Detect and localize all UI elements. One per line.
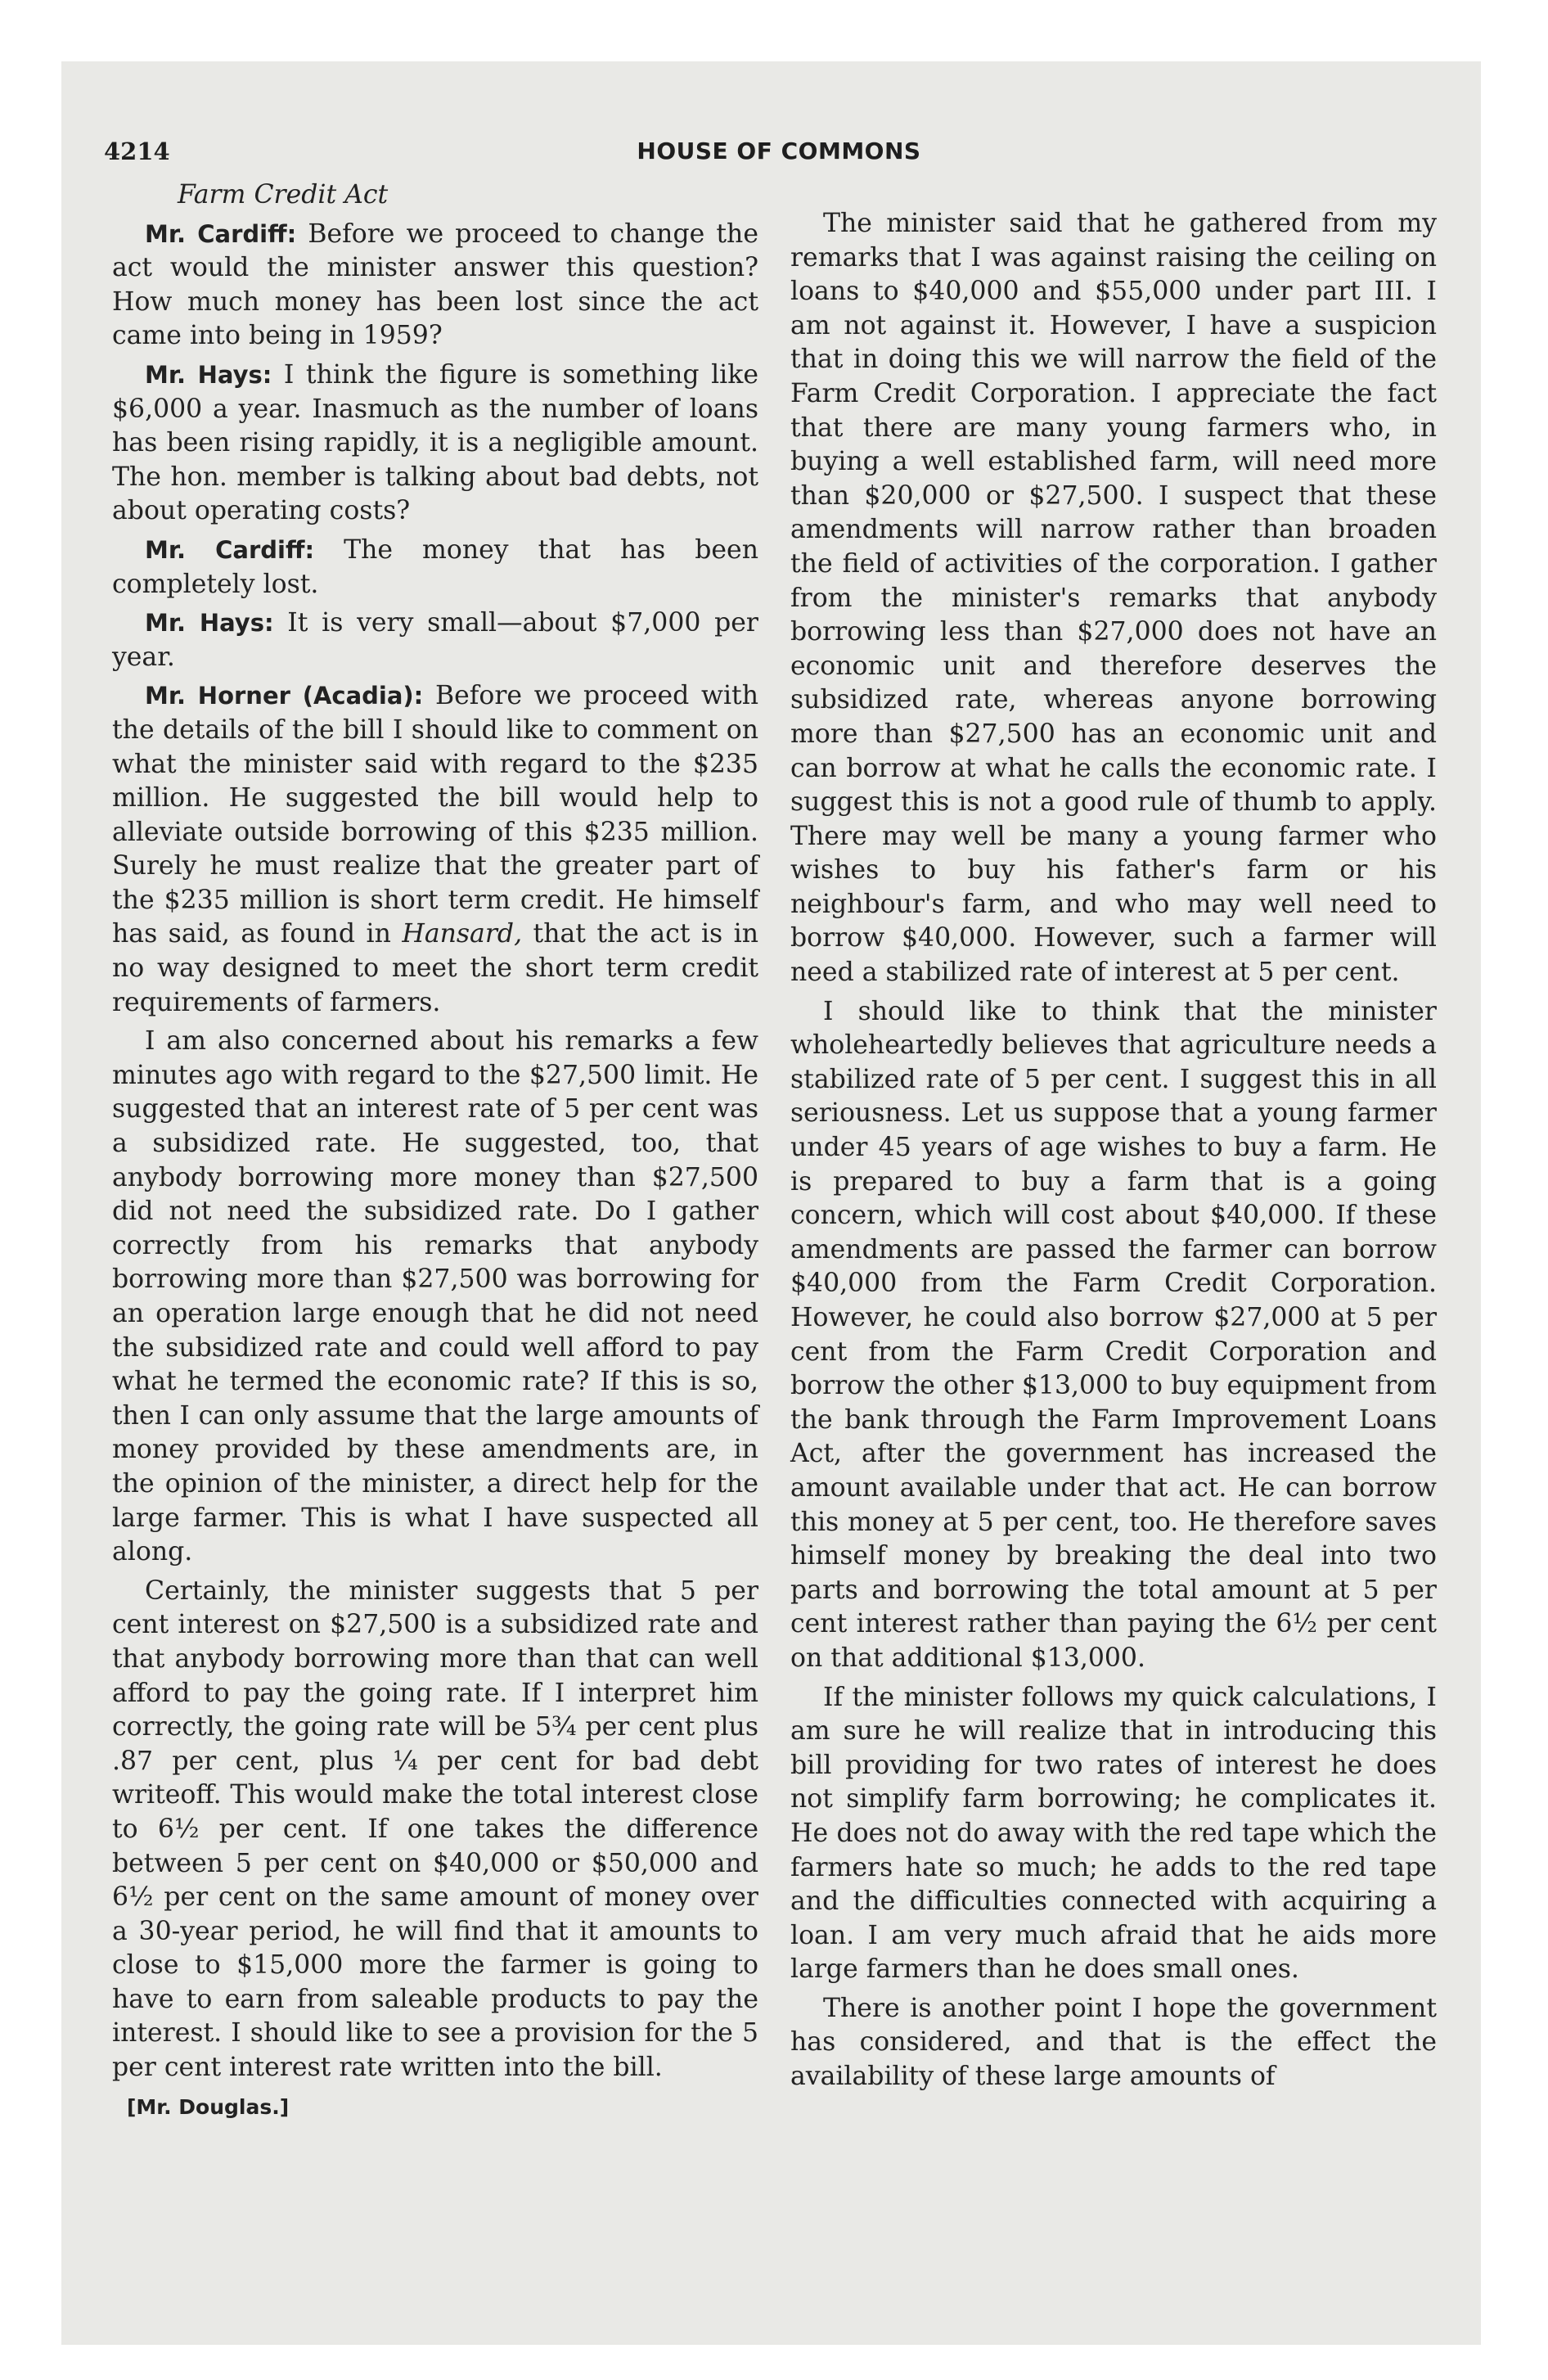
speaker-name: Mr. Hays: [145, 360, 272, 389]
paragraph-right-3: If the minister follows my quick calculations, I am sure he will realize that in introducing this bill providing for two rates of interest he does not simplify farm borrowing; he complicates it. He does not do away with the red tape which the farmers hate so much; he adds to the red tape and the difficulties connected with acquiring a loan. I am very much afraid that he aids more large farmers than he does small ones. [790, 1682, 1437, 1985]
paragraph-text: The money that has been completely lost. [112, 534, 758, 599]
speaker-name: Mr. Cardiff: [145, 535, 315, 564]
paragraph-cardiff-1 [112, 218, 758, 354]
running-head: HOUSE OF COMMONS [637, 137, 921, 165]
paragraph-hays-1 [112, 358, 758, 529]
paragraph-text-after: that the act is in no way designed to meet the short term credit requirements of farmers. [112, 919, 758, 1017]
paragraph-cardiff-2 [112, 534, 758, 602]
paragraph-right-4: There is another point I hope the government has considered, and that is the effect the availability of these large amounts of [790, 1993, 1437, 2092]
paragraph-text: I think the figure is something like $6,000 a year. Inasmuch as the number of loans has been rising rapidly, it is a negligible amount. The hon. member is talking about bad debts, not about operating costs? [112, 359, 758, 526]
speaker-name: Mr. Hays: [145, 609, 274, 638]
paragraph-text: Before we proceed with the details of the bill I should like to comment on what the minister said with regard to the $235 million. He suggested the bill would help to alleviate outside borrowing of this $235 million. Surely he must realize that the greater part of the $235 million is short term credit. He himself has said, as found in [112, 681, 758, 949]
paragraph-right-2: I should like to think that the minister wholeheartedly believes that agriculture needs a stabilized rate of 5 per cent. I suggest this in all seriousness. Let us suppose that a young farmer under 45 years of age wishes to buy a farm. He is prepared to buy a farm that is a going concern, which will cost about $40,000. If these amendments are passed the farmer can borrow $40,000 from the Farm Credit Corporation. However, he could also borrow $27,000 at 5 per cent from the Farm Credit Corporation and borrow the other $13,000 to buy equipment from the bank through the Farm Improvement Loans Act, after the government has increased the amount available under that act. He can borrow this money at 5 per cent, too. He therefore saves himself money by breaking the deal into two parts and borrowing the total amount at 5 per cent interest rather than paying the 6½ per cent on that additional $13,000. [790, 996, 1437, 1673]
paragraph-horner-3: Certainly, the minister suggests that 5 per cent interest on $27,500 is a subsidized rate and that anybody borrowing more than that can well afford to pay the going rate. If I interpret him correctly, the going rate will be 5¾ per cent plus .87 per cent, plus ¼ per cent for bad debt writeoff. This would make the total interest close to 6½ per cent. If one takes the difference between 5 per cent on $40,000 or $50,000 and 6½ per cent on the same amount of money over a 30-year period, he will find that it amounts to close to $15,000 more the farmer is going to have to earn from saleable products to pay the interest. I should like to see a provision for the 5 per cent interest rate written into the bill. [112, 1575, 758, 2083]
paragraph-text: It is very small—about $7,000 per year. [112, 608, 758, 672]
paragraph-hays-2 [112, 606, 758, 674]
paragraph-horner-1 [112, 679, 758, 1020]
page-number: 4214 [104, 137, 170, 165]
left-column [112, 178, 758, 2124]
speaker-name: Mr. Horner (Acadia): [145, 682, 424, 710]
paragraph-right-1: The minister said that he gathered from my remarks that I was against raising the ceiling on loans to $40,000 and $55,000 under part III. I am not against it. However, I have a suspicion that in doing this we will narrow the field of the Farm Credit Corporation. I appreciate the fact that there are many young farmers who, in buying a well established farm, will need more than $20,000 or $27,500. I suspect that these amendments will narrow rather than broaden the field of activities of the corporation. I gather from the minister's remarks that anybody borrowing less than $27,000 does not have an economic unit and therefore deserves the subsidized rate, whereas anyone borrowing more than $27,500 has an economic unit and can borrow at what he calls the economic rate. I suggest this is not a good rule of thumb to apply. There may well be many a young farmer who wishes to buy his father's farm or his neighbour's farm, and who may well need to borrow $40,000. However, such a farmer will need a stabilized rate of interest at 5 per cent. [790, 209, 1437, 988]
hansard-italic: Hansard, [402, 919, 523, 949]
speaker-name: Mr. Cardiff: [145, 219, 297, 248]
page-header [104, 137, 1454, 170]
right-column [790, 207, 1437, 2099]
speaker-footer: [Mr. Douglas.] [127, 2094, 290, 2119]
paragraph-horner-2: I am also concerned about his remarks a few minutes ago with regard to the $27,500 limit. He suggested that an interest rate of 5 per cent was a subsidized rate. He suggested, too, that anybody borrowing more money than $27,500 did not need the subsidized rate. Do I gather correctly from his remarks that anybody borrowing more than $27,500 was borrowing for an operation large enough that he did not need the subsidized rate and could well afford to pay what he termed the economic rate? If this is so, then I can only assume that the large amounts of money provided by these amendments are, in the opinion of the minister, a direct help for the large farmer. This is what I have suspected all along. [112, 1026, 758, 1567]
section-subject: Farm Credit Act [178, 180, 389, 210]
paragraph-text: Before we proceed to change the act would the minister answer this question? How much money has been lost since the act came into being in 1959? [112, 219, 758, 351]
